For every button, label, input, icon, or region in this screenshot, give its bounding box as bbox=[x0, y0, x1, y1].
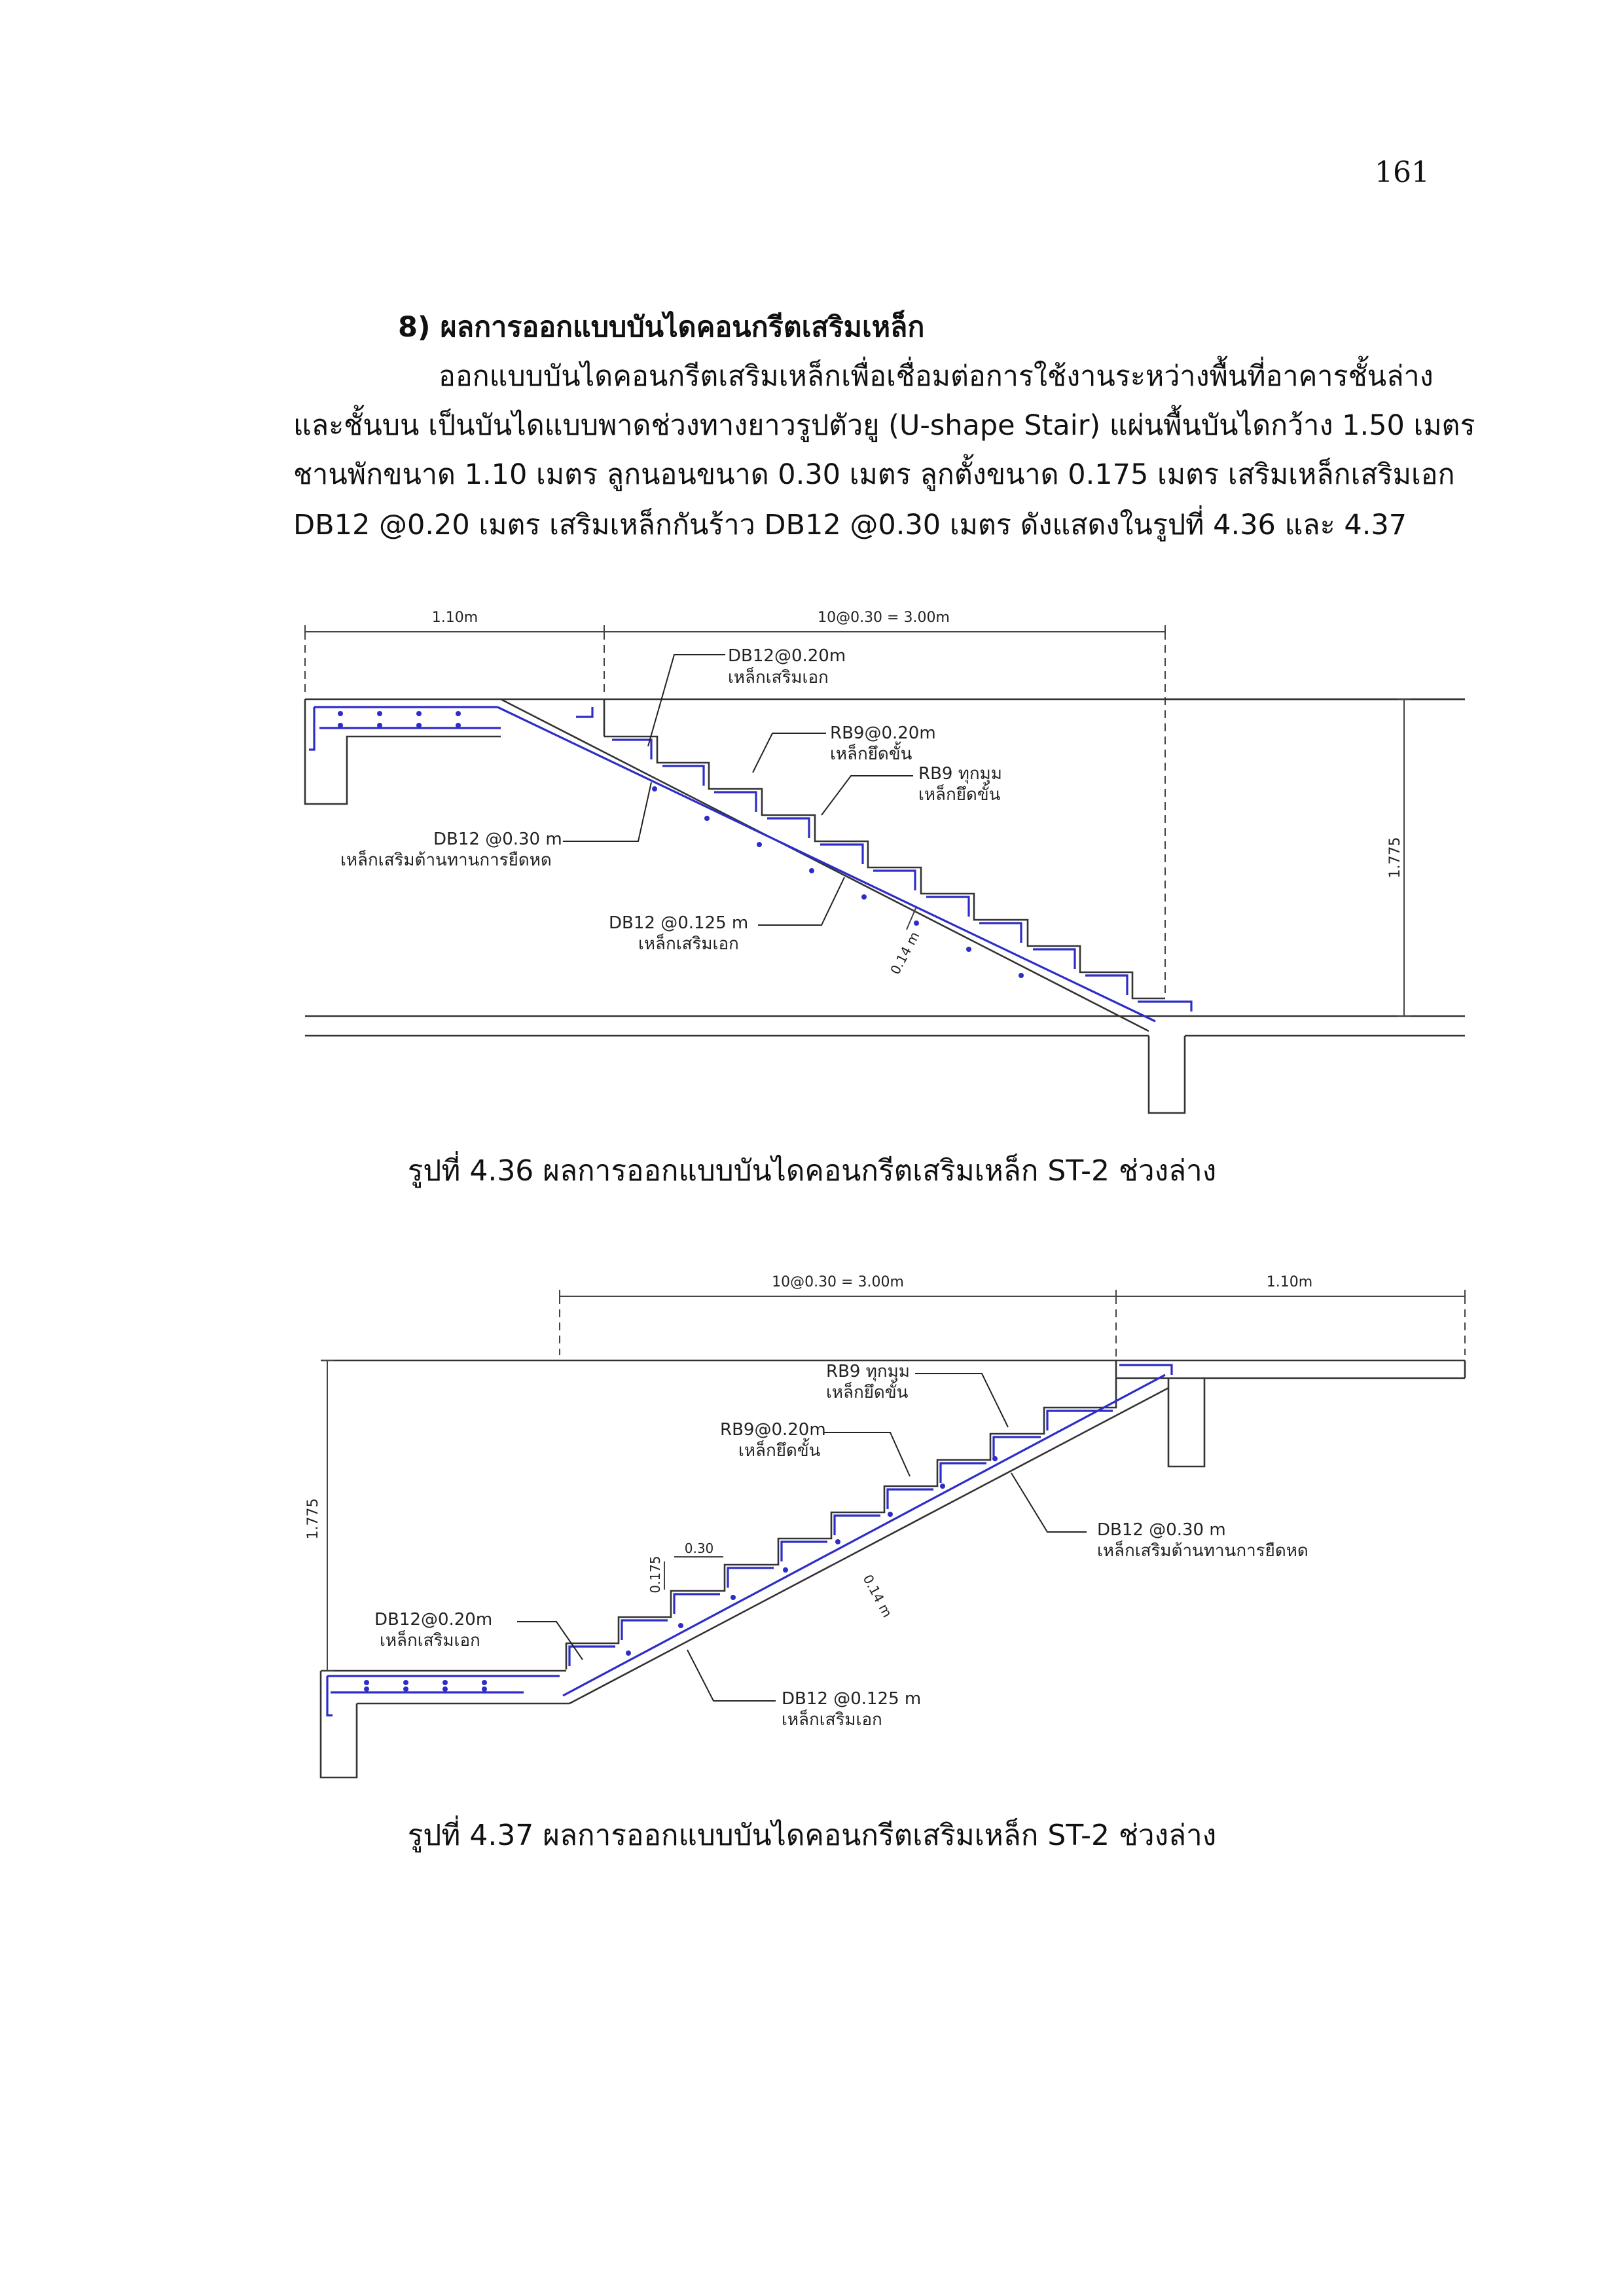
stair-drawing-4-37 bbox=[288, 1264, 1486, 1787]
paragraph-line-1: ออกแบบบันไดคอนกรีตเสริมเหล็กเพื่อเชื่อมต่อการใช้งานระหว่างพื้นที่อาคารชั้นล่าง bbox=[439, 360, 1434, 393]
label-main-top-th: เหล็กเสริมเอก bbox=[728, 668, 829, 687]
dim-height: 1.775 bbox=[305, 1498, 321, 1540]
label-main-bottom-th: เหล็กเสริมเอก bbox=[782, 1710, 882, 1730]
label-rb-every-th: เหล็กยึดขั้น bbox=[918, 785, 1001, 805]
dim-landing-length: 1.10m bbox=[431, 610, 478, 626]
figure-caption-4-36: รูปที่ 4.36 ผลการออกแบบบันไดคอนกรีตเสริมเหล็ก ST-2 ช่วงล่าง bbox=[407, 1154, 1217, 1188]
dim-height: 1.775 bbox=[1387, 837, 1403, 879]
label-main-bottom: DB12 @0.125 m bbox=[782, 1689, 922, 1709]
label-rb-every: RB9 ทุกมุม bbox=[826, 1362, 910, 1381]
paragraph-line-3: ชานพักขนาด 1.10 เมตร ลูกนอนขนาด 0.30 เมตร ลูกตั้งขนาด 0.175 เมตร เสริมเหล็กเสริมเอก bbox=[293, 458, 1455, 491]
label-temp: DB12 @0.30 m bbox=[1097, 1520, 1226, 1540]
label-rb-spacing: RB9@0.20m bbox=[830, 723, 936, 743]
label-temp-th: เหล็กเสริมต้านทานการยืดหด bbox=[1097, 1541, 1308, 1561]
dim-tread: 0.30 bbox=[684, 1540, 714, 1556]
section-heading: 8) ผลการออกแบบบันไดคอนกรีตเสริมเหล็ก bbox=[398, 311, 925, 344]
dim-run-length: 10@0.30 = 3.00m bbox=[818, 610, 950, 626]
paragraph-line-2: และชั้นบน เป็นบันไดแบบพาดช่วงทางยาวรูปตัวยู (U-shape Stair) แผ่นพื้นบันไดกว้าง 1.50 เมตร bbox=[293, 409, 1475, 442]
dim-landing-length: 1.10m bbox=[1266, 1274, 1313, 1290]
label-main-top-th: เหล็กเสริมเอก bbox=[380, 1631, 480, 1650]
dim-slab-thickness: 0.14 m bbox=[859, 1572, 895, 1620]
label-main-bottom-th: เหล็กเสริมเอก bbox=[638, 934, 739, 954]
label-rb-every: RB9 ทุกมุม bbox=[918, 764, 1002, 784]
page-number: 161 bbox=[1375, 156, 1430, 189]
label-rb-every-th: เหล็กยึดขั้น bbox=[826, 1383, 909, 1402]
dim-run-length: 10@0.30 = 3.00m bbox=[772, 1274, 904, 1290]
figure-caption-4-37: รูปที่ 4.37 ผลการออกแบบบันไดคอนกรีตเสริมเหล็ก ST-2 ช่วงล่าง bbox=[407, 1819, 1217, 1852]
label-main-top: DB12@0.20m bbox=[728, 646, 846, 666]
paragraph-line-4: DB12 @0.20 เมตร เสริมเหล็กกันร้าว DB12 @0.30 เมตร ดังแสดงในรูปที่ 4.36 และ 4.37 bbox=[293, 509, 1407, 541]
label-main-bottom: DB12 @0.125 m bbox=[609, 913, 749, 933]
label-rb-spacing-th: เหล็กยึดขั้น bbox=[738, 1441, 821, 1461]
label-rb-spacing-th: เหล็กยึดขั้น bbox=[830, 744, 912, 764]
label-main-top: DB12@0.20m bbox=[374, 1610, 493, 1630]
stair-drawing-4-36 bbox=[288, 599, 1486, 1123]
dim-slab-thickness: 0.14 m bbox=[887, 928, 923, 977]
label-rb-spacing: RB9@0.20m bbox=[720, 1420, 826, 1440]
label-temp: DB12 @0.30 m bbox=[433, 829, 562, 849]
label-temp-th: เหล็กเสริมต้านทานการยืดหด bbox=[340, 850, 552, 870]
dim-riser: 0.175 bbox=[647, 1556, 663, 1594]
